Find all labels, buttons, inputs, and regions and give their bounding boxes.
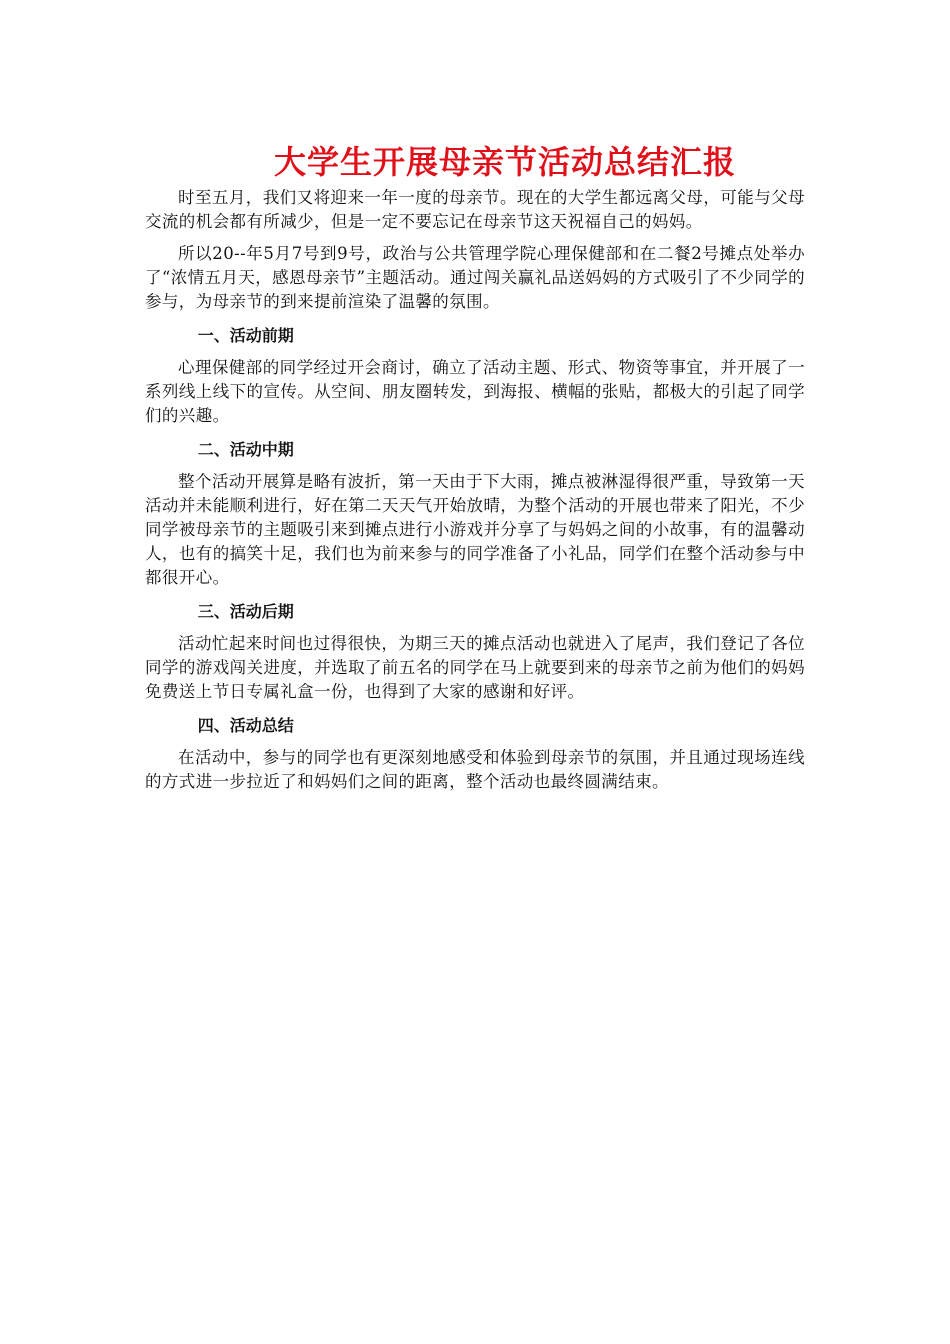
document-title: 大学生开展母亲节活动总结汇报 — [273, 143, 736, 181]
section-heading-middle: 二、活动中期 — [197, 440, 294, 459]
section-paragraph-summary: 在活动中，参与的同学也有更深刻地感受和体验到母亲节的氛围，并且通过现场连线的方式进一步拉近了和妈妈们之间的距离，整个活动也最终圆满结束。 — [145, 748, 805, 791]
section-paragraph-late: 活动忙起来时间也过得很快，为期三天的摊点活动也就进入了尾声，我们登记了各位同学的游戏闯关进度，并选取了前五名的同学在马上就要到来的母亲节之前为他们的妈妈免费送上节日专属礼盒一份，也得到了大家的感谢和好评。 — [145, 634, 805, 701]
section-heading-summary: 四、活动总结 — [197, 716, 294, 735]
section-heading-late: 三、活动后期 — [197, 602, 294, 621]
intro-paragraph-2: 所以20--年5月7号到9号，政治与公共管理学院心理保健部和在二餐2号摊点处举办了“浓情五月天，感恩母亲节”主题活动。通过闯关赢礼品送妈妈的方式吸引了不少同学的参与，为母亲节的到来提前渲染了温馨的氛围。 — [145, 244, 805, 311]
intro-paragraph-1: 时至五月，我们又将迎来一年一度的母亲节。现在的大学生都远离父母，可能与父母交流的机会都有所减少，但是一定不要忘记在母亲节这天祝福自己的妈妈。 — [145, 188, 805, 231]
section-paragraph-middle: 整个活动开展算是略有波折，第一天由于下大雨，摊点被淋湿得很严重，导致第一天活动并未能顺利进行，好在第二天天气开始放晴，为整个活动的开展也带来了阳光，不少同学被母亲节的主题吸引来到摊点进行小游戏并分享了与妈妈之间的小故事，有的温馨动人，也有的搞笑十足，我们也为前来参与的同学准备了小礼品，同学们在整个活动参与中都很开心。 — [145, 472, 805, 587]
document-page — [145, 140, 805, 802]
section-heading-early: 一、活动前期 — [197, 326, 294, 345]
section-paragraph-early: 心理保健部的同学经过开会商讨，确立了活动主题、形式、物资等事宜，并开展了一系列线上线下的宣传。从空间、朋友圈转发，到海报、横幅的张贴，都极大的引起了同学们的兴趣。 — [145, 358, 805, 425]
